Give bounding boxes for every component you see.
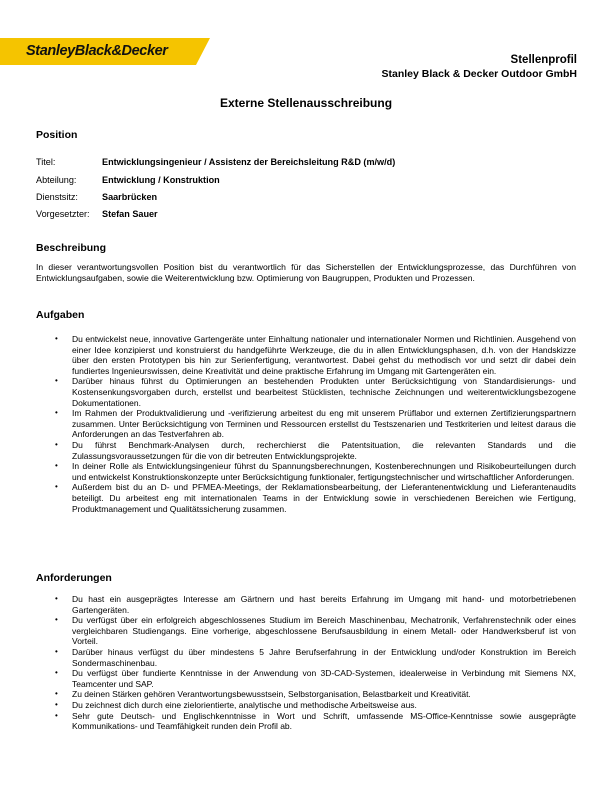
profile-title: Stellenprofil: [510, 54, 577, 66]
tasks-list: [36, 334, 576, 514]
field-label: Titel:: [36, 157, 56, 167]
description-text: In dieser verantwortungsvollen Position bist du verantwortlich für das Sicherstellen der Entwicklungsprozesse, das Durchführen von Entwicklungsaufgaben, sowie die Weiterentwicklung bzw. Optimierung von Baugruppen, Produkten und Prozessen.: [36, 262, 576, 283]
list-item: • Zu deinen Stärken gehören Verantwortungsbewusstsein, Selbstorganisation, Belastbarkeit und Kreativität.: [36, 689, 576, 700]
list-item: • Du zeichnest dich durch eine zielorientierte, analytische und methodische Arbeitsweise aus.: [36, 700, 576, 711]
requirements-list: [36, 594, 576, 732]
requirements-heading: Anforderungen: [36, 572, 112, 584]
tasks-heading: Aufgaben: [36, 309, 85, 321]
list-item: • Darüber hinaus verfügst du über mindestens 5 Jahre Berufserfahrung in der Entwicklung und/oder Konstruktion im Bereich Sondermaschinenbau.: [36, 647, 576, 668]
list-item: • Sehr gute Deutsch- und Englischkenntnisse in Wort und Schrift, umfassende MS-Office-Kenntnisse sowie ausgeprägte Kommunikations- und Teamfähigkeit runden dein Profil ab.: [36, 711, 576, 732]
field-value: Entwicklungsingenieur / Assistenz der Bereichsleitung R&D (m/w/d): [102, 157, 396, 167]
field-label: Abteilung:: [36, 175, 77, 185]
logo-wordmark: StanleyBlack&Decker: [26, 43, 168, 59]
document-title: Externe Stellenausschreibung: [219, 96, 393, 110]
field-value: Saarbrücken: [102, 192, 158, 202]
company-name: Stanley Black & Decker Outdoor GmbH: [381, 68, 577, 80]
list-item: • Du verfügst über fundierte Kenntnisse in der Anwendung von 3D-CAD-Systemen, idealerweise in Verbindung mit Siemens NX, Teamcenter und SAP.: [36, 668, 576, 689]
list-item: • Darüber hinaus führst du Optimierungen an bestehenden Produkten unter Berücksichtigung von Standardisierungs- und Kostensenkungsvorgaben durch, erstellst und bearbeitest Stücklisten, technische Zeichnungen und weiterentwicklungsbezogene Dokumentationen.: [36, 376, 576, 408]
list-item: • Du verfügst über ein erfolgreich abgeschlossenes Studium im Bereich Maschinenbau, Mechatronik, Verfahrenstechnik oder eines vergleichbaren Studiengangs. Eine vorherige, abgeschlossene Berufsausbildung in einem Metall- oder Handwerksberuf ist von Vorteil.: [36, 615, 576, 647]
list-item: • Du hast ein ausgeprägtes Interesse am Gärtnern und hast bereits Erfahrung im Umgang mit hand- und motorbetriebenen Gartengeräten.: [36, 594, 576, 615]
field-value: Stefan Sauer: [102, 209, 158, 219]
position-heading: Position: [36, 129, 78, 141]
field-value: Entwicklung / Konstruktion: [102, 175, 220, 185]
list-item: • Du entwickelst neue, innovative Gartengeräte unter Einhaltung nationaler und internationaler Normen und Richtlinien. Ausgehend von einer Idee konzipierst und konstruierst du handgeführte Werkzeuge, die du in allen Entwicklungsphasen, d.h. von der Handskizze über den ersten Prototypen bis hin zur Serienfertigung, verantwortest. Dabei gehst du methodisch vor und setzt dir dabei dein fundiertes Ingenieurswissen, deine Kreativität und deine praktische Erfahrung im Umgang mit Gartengeräten ein.: [36, 334, 576, 376]
description-heading: Beschreibung: [36, 242, 107, 254]
list-item: • Im Rahmen der Produktvalidierung und -verifizierung arbeitest du eng mit unserem Prüflabor und externen Zertifizierungspartnern zusammen. Unter Berücksichtigung von Terminen und Ressourcen erstellst du Testszenarien und Testkriterien und leitest daraus die Anforderungen an das Testverfahren ab.: [36, 408, 576, 440]
field-label: Dienstsitz:: [36, 192, 78, 202]
list-item: • In deiner Rolle als Entwicklungsingenieur führst du Spannungsberechnungen, Kostenberechnungen und Risikobeurteilungen durch und entwickelst Konstruktionskonzepte unter Berücksichtigung funktionaler, fertigungstechnischer und wirtschaftlicher Anforderungen.: [36, 461, 576, 482]
field-label: Vorgesetzter:: [36, 209, 90, 219]
company-logo: [0, 38, 210, 65]
list-item: • Außerdem bist du an D- und PFMEA-Meetings, der Reklamationsbearbeitung, der Lieferantenentwicklung und Lieferantenaudits beteiligt. Du arbeitest eng mit internationalen Teams in der Entwicklung sowie in verschiedenen Bereichen wie Fertigung, Produktmanagement und Qualitätssicherung zusammen.: [36, 482, 576, 514]
list-item: • Du führst Benchmark-Analysen durch, recherchierst die Patentsituation, die relevanten Standards und die Zulassungsvoraussetzungen für die von dir betreuten Entwicklungsprojekte.: [36, 440, 576, 461]
